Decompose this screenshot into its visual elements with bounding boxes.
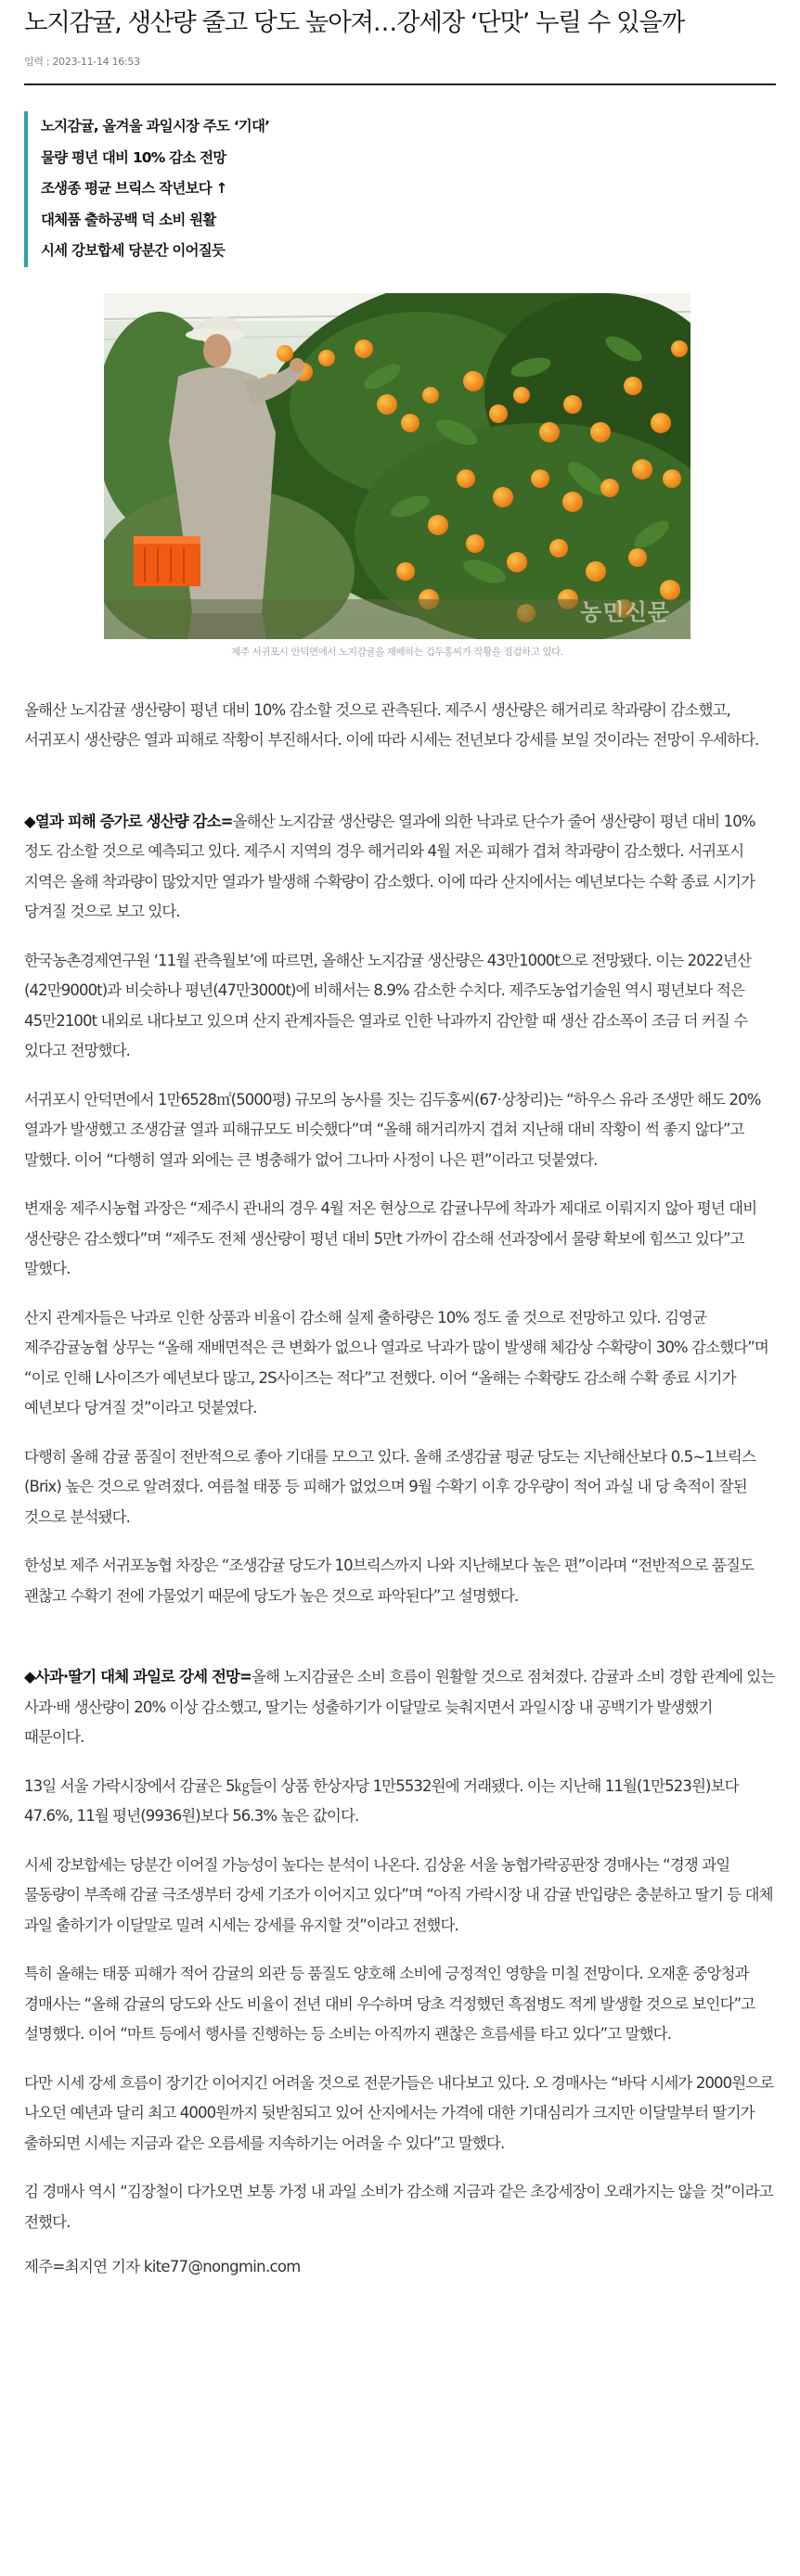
article-title: 노지감귤, 생산량 줄고 당도 높아져…강세장 ‘단맛’ 누릴 수 있을까 (24, 8, 685, 37)
byline: 제주=최지연 기자 kite77@nongmin.com (24, 2258, 301, 2275)
body-paragraph (24, 1662, 776, 1753)
article-body (24, 696, 776, 2238)
paragraph-text: 한성보 제주 서귀포농협 차장은 “조생감귤 당도가 10브릭스까지 나와 지난해보다 높은 편”이라며 “전반적으로 품질도 괜찮고 수확기 전에 가물었기 때문에 당도가 높은 것으로 파악된다”고 설명했다. (24, 1557, 755, 1605)
paragraph-text: 올해산 노지감귤 생산량이 평년 대비 10% 감소할 것으로 관측된다. 제주시 생산량은 해거리로 착과량이 감소했고, 서귀포시 생산량은 열과 피해로 작황이 부진해서다. 이에 따라 시세는 전년보다 강세를 보일 것이라는 전망이 우세하다. (24, 700, 759, 749)
harvest-crate (134, 536, 200, 586)
paragraph-text: 변재웅 제주시농협 과장은 “제주시 관내의 경우 4월 저온 현상으로 감귤나무에 착과가 제대로 이뤄지지 않아 평년 대비 생산량은 감소했다”며 “제주도 전체 생산량이 평년 대비 5만t 가까이 감소해 선과장에서 물량 확보에 힘쓰고 있다”고 말했다. (24, 1199, 757, 1277)
body-paragraph (24, 946, 776, 1067)
photo-caption: 제주 서귀포시 안덕면에서 노지감귤을 재배하는 김두홍씨가 작황을 점검하고 있다. (231, 646, 563, 658)
paragraph-text: 올해산 노지감귤 생산량은 열과에 의한 낙과로 단수가 줄어 생산량이 평년 대비 10% 정도 감소할 것으로 예측되고 있다. 제주시 지역의 경우 해거리와 4월 저온 피해가 겹쳐 착과량이 감소했다. 서귀포시 지역은 올해 착과량이 많았지만 열과가 발생해 수확량이 감소했다. 이에 따라 산지에서는 예년보다는 수확 종료 시기가 당겨질 것으로 보고 있다. (24, 812, 755, 920)
photo-watermark: 농민신문 (580, 598, 670, 625)
body-paragraph (24, 1551, 776, 1611)
paragraph-text: 특히 올해는 태풍 피해가 적어 감귤의 외관 등 품질도 양호해 소비에 긍정적인 영향을 미칠 전망이다. 오재훈 중앙청과 경매사는 “올해 감귤의 당도와 산도 비율이 전년 대비 우수하며 당초 걱정했던 흑점병도 적게 발생할 것으로 보인다”고 설명했다. 이어 “마트 등에서 행사를 진행하는 등 소비는 아직까지 괜찮은 흐름세를 타고 있다”고 말했다. (24, 1965, 755, 2043)
paragraph-text: 서귀포시 안덕면에서 1만6528㎡(5000평) 규모의 농사를 짓는 김두홍씨(67·상창리)는 “하우스 유라 조생만 해도 20% 열과가 발생했고 조생감귤 열과 피해규모도 비슷했다”며 “올해 해거리까지 겹쳐 지난해 대비 작황이 썩 좋지 않다”고 말했다. 이어 “다행히 열과 외에는 큰 병충해가 없어 그나마 사정이 나은 편”이라고 덧붙였다. (24, 1090, 761, 1169)
summary-line: 대체품 출하공백 덕 소비 원활 (41, 211, 216, 228)
body-paragraph (24, 1303, 776, 1424)
body-paragraph (24, 1085, 776, 1176)
summary-line: 조생종 평균 브릭스 작년보다 ↑ (41, 180, 227, 197)
article-container (24, 0, 776, 2282)
summary-line: 물량 평년 대비 10% 감소 전망 (41, 148, 226, 166)
paragraph-text: 다만 시세 강세 흐름이 장기간 이어지긴 어려울 것으로 전문가들은 내다보고 있다. 오 경매사는 “바닥 시세가 2000원으로 나오던 예년과 달리 최고 4000원까지 뒷받침되고 있어 산지에서는 가격에 대한 기대심리가 크지만 이달말부터 딸기가 출하되면 시세는 지금과 같은 오름세를 지속하기는 어려울 수 있다”고 말했다. (24, 2073, 774, 2152)
article-figure (104, 293, 690, 659)
body-paragraph (24, 2177, 776, 2237)
body-paragraph (24, 1194, 776, 1285)
paragraph-text: 한국농촌경제연구원 ‘11월 관측월보’에 따르면, 올해산 노지감귤 생산량은 43만1000t으로 전망됐다. 이는 2022년산(42만9000t)과 비슷하나 평년(47만3000t)에 비해서는 8.9% 감소한 수치다. 제주도농업기술원 역시 평년보다 적은 45만2100t 내외로 내다보고 있으며 산지 관계자들은 열과로 인한 낙과까지 감안할 때 생산 감소폭이 조금 더 커질 수 있다고 전망했다. (24, 951, 752, 1059)
paragraph-text: 김 경매사 역시 “김장철이 다가오면 보통 가정 내 과일 소비가 감소해 지금과 같은 초강세장이 오래가지는 않을 것”이라고 전했다. (24, 2183, 773, 2231)
paragraph-text: 다행히 올해 감귤 품질이 전반적으로 좋아 기대를 모으고 있다. 올해 조생감귤 평균 당도는 지난해산보다 0.5∼1브릭스(Brix) 높은 것으로 알려졌다. 여름철 태풍 등 피해가 없었으며 9월 수확기 이후 강우량이 적어 과실 내 당 축적이 잘된 것으로 분석됐다. (24, 1447, 755, 1526)
paragraph-text: 13일 서울 가락시장에서 감귤은 5㎏들이 상품 한상자당 1만5532원에 거래됐다. 이는 지난해 11월(1만523원)보다 47.6%, 11월 평년(9936원)보다 56.3% 높은 값이다. (24, 1776, 739, 1825)
body-paragraph (24, 696, 776, 756)
body-paragraph (24, 807, 776, 928)
body-paragraph (24, 1442, 776, 1533)
article-photo[interactable] (104, 293, 690, 639)
summary-line: 노지감귤, 올겨울 과일시장 주도 ‘기대’ (41, 118, 270, 135)
title-divider (24, 83, 776, 85)
section-heading: ◆사과·딸기 대체 과일로 강세 전망= (24, 1668, 252, 1685)
paragraph-text: 올해 노지감귤은 소비 흐름이 원활할 것으로 점쳐졌다. 감귤과 소비 경합 관계에 있는 사과·배 생산량이 20% 이상 감소했고, 딸기는 성출하기가 이달말로 늦춰지면서 과일시장 내 공백기가 발생했기 때문이다. (24, 1668, 775, 1746)
summary-box (24, 111, 776, 267)
body-paragraph (24, 1851, 776, 1942)
tangerine-orchard-image (104, 293, 690, 639)
section-heading: ◆열과 피해 증가로 생산량 감소= (24, 812, 233, 830)
body-paragraph (24, 2069, 776, 2159)
body-paragraph (24, 1959, 776, 2050)
publish-date: 입력 : 2023-11-14 16:53 (24, 56, 140, 68)
summary-line: 시세 강보합세 당분간 이어질듯 (41, 242, 226, 259)
paragraph-text: 시세 강보합세는 당분간 이어질 가능성이 높다는 분석이 나온다. 김상윤 서울 농협가락공판장 경매사는 “경쟁 과일 물동량이 부족해 감귤 극조생부터 강세 기조가 이어지고 있다”며 “아직 가락시장 내 감귤 반입량은 충분하고 딸기 등 대체 과일 출하기가 이달말로 밀려 시세는 강세를 유지할 것”이라고 전했다. (24, 1855, 773, 1934)
paragraph-text: 산지 관계자들은 낙과로 인한 상품과 비율이 감소해 실제 출하량은 10% 정도 줄 것으로 전망하고 있다. 김영균 제주감귤농협 상무는 “올해 재배면적은 큰 변화가 없으나 열과로 낙과가 많이 발생해 체감상 수확량이 30% 감소했다”며 “이로 인해 L사이즈가 예년보다 많고, 2S사이즈는 적다”고 전했다. 이어 “올해는 수확량도 감소해 수확 종료 시기가 예년보다 당겨질 것”이라고 덧붙였다. (24, 1308, 768, 1416)
body-paragraph (24, 1772, 776, 1832)
